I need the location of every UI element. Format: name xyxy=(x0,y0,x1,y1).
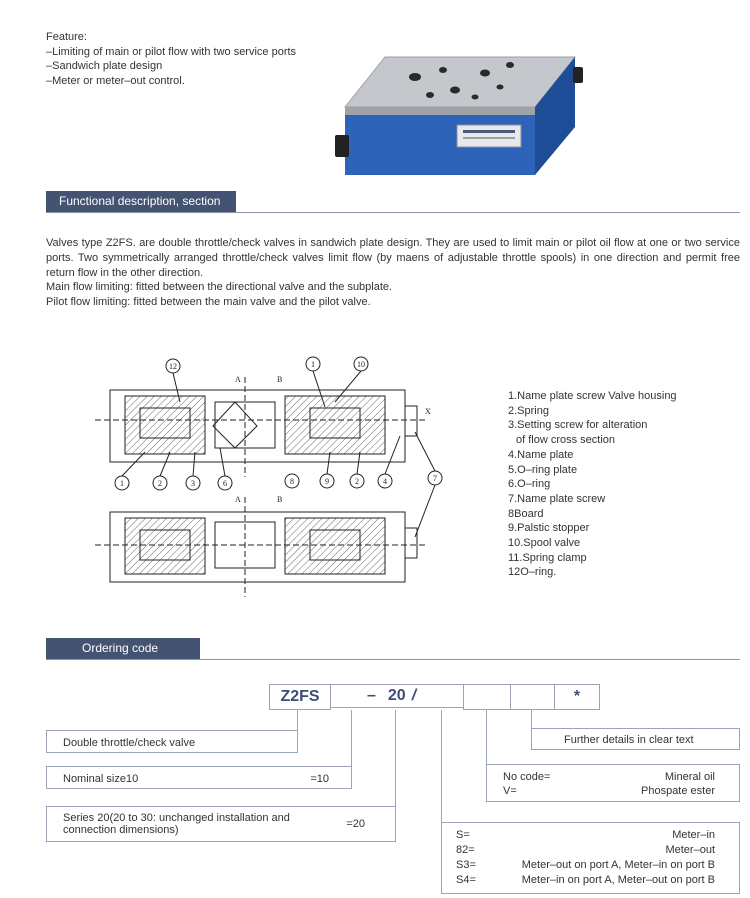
box-mode xyxy=(441,822,740,894)
legend-item: 3.Setting screw for alteration xyxy=(508,419,648,432)
legend-item: 4.Name plate xyxy=(508,448,574,461)
callout-label: 1 xyxy=(311,360,315,369)
legend-item: 10.Spool valve xyxy=(508,537,581,550)
port-label: B xyxy=(277,495,283,504)
feature-item: –Limiting of main or pilot flow with two service ports xyxy=(46,45,297,58)
section-rule xyxy=(46,659,740,660)
feature-item: –Sandwich plate design xyxy=(46,60,163,72)
callout-label: 12 xyxy=(169,362,177,371)
code-dash: – xyxy=(367,687,376,704)
section-drawing xyxy=(85,352,445,600)
legend-item: 11.Spring clamp xyxy=(508,551,587,564)
description-main-flow: Main flow limiting: fitted between the directional valve and the subplate. xyxy=(46,281,393,294)
mode-key: 82= xyxy=(456,844,475,856)
code-series: 20 xyxy=(387,687,406,704)
legend-item: 5.O–ring plate xyxy=(508,463,578,476)
mode-value: Meter–in on port A, Meter–out on port B xyxy=(521,874,715,886)
callout-label: 6 xyxy=(223,479,227,488)
ordering-code xyxy=(269,684,600,710)
mode-key: S= xyxy=(456,829,470,841)
nominal-value: =10 xyxy=(310,773,329,785)
mode-value: Meter–in xyxy=(672,829,715,841)
callout-label: 2 xyxy=(158,479,162,488)
legend-item: 2.Spring xyxy=(508,404,549,417)
legend-item: of flow cross section xyxy=(516,434,616,447)
code-cell-further: * xyxy=(555,684,600,710)
callout-label: 10 xyxy=(357,360,365,369)
port-label: B xyxy=(277,375,283,384)
box-series xyxy=(46,806,396,842)
connector-line xyxy=(441,710,442,822)
connector-line xyxy=(531,710,532,728)
series-value: =20 xyxy=(346,818,365,830)
box-nominal-size xyxy=(46,766,352,789)
legend-item: 6.O–ring xyxy=(508,478,551,491)
legend-item: 1.Name plate screw Valve housing xyxy=(508,390,677,402)
section-header-functional: Functional description, section xyxy=(46,191,236,212)
seal-value: Phospate ester xyxy=(641,785,715,797)
callout-label: 3 xyxy=(191,479,195,488)
legend-item: 12O–ring. xyxy=(508,566,557,579)
section-rule xyxy=(46,212,740,213)
product-photo xyxy=(335,35,585,185)
feature-item: –Meter or meter–out control. xyxy=(46,74,185,87)
parts-legend xyxy=(508,389,677,580)
legend-item: 7.Name plate screw xyxy=(508,492,606,505)
code-cell-seal xyxy=(463,684,511,710)
code-cell-size xyxy=(331,684,463,708)
connector-line xyxy=(486,710,487,764)
code-cell-empty xyxy=(510,684,555,710)
mode-key: S4= xyxy=(456,874,476,886)
port-label: A xyxy=(235,495,241,504)
section-header-ordering: Ordering code xyxy=(46,638,200,659)
description-paragraph: Valves type Z2FS. are double throttle/check valves in sandwich plate design. They are used to limit main or pilot oil flow at one or two service ports. Two symmetrically arranged throttle/check valves limit flow (by maens of adjustable throttle spools) in one direction and permit free return flow in the other direction. xyxy=(46,237,740,279)
legend-item: 9.Palstic stopper xyxy=(508,522,590,535)
callout-label: 7 xyxy=(433,474,437,483)
feature-heading: Feature: xyxy=(46,31,87,43)
series-label: Series 20(20 to 30: unchanged installation and connection dimensions) xyxy=(63,812,290,836)
callout-label: 4 xyxy=(383,477,387,486)
mode-key: S3= xyxy=(456,859,476,871)
callout-label: 1 xyxy=(120,479,124,488)
mode-value: Meter–out on port A, Meter–in on port B xyxy=(521,859,715,871)
description-pilot-flow: Pilot flow limiting: fitted between the main valve and the pilot valve. xyxy=(46,296,371,309)
box-double-throttle: Double throttle/check valve xyxy=(46,730,298,753)
legend-item: 8Board xyxy=(508,507,544,520)
description-text xyxy=(46,236,740,310)
box-seal xyxy=(486,764,740,802)
feature-block xyxy=(46,30,296,88)
callout-label: 9 xyxy=(325,477,329,486)
nominal-label: Nominal size10 xyxy=(63,773,139,785)
code-cell-type: Z2FS xyxy=(269,684,331,710)
code-slash: / xyxy=(411,687,417,704)
callout-label: 8 xyxy=(290,477,294,486)
seal-key: No code= xyxy=(503,771,551,783)
callout-label: 2 xyxy=(355,477,359,486)
port-label: X xyxy=(425,407,431,416)
box-further-details: Further details in clear text xyxy=(531,728,740,750)
mode-value: Meter–out xyxy=(665,844,715,856)
seal-key: V= xyxy=(503,785,517,797)
port-label: A xyxy=(235,375,241,384)
seal-value: Mineral oil xyxy=(664,771,715,783)
